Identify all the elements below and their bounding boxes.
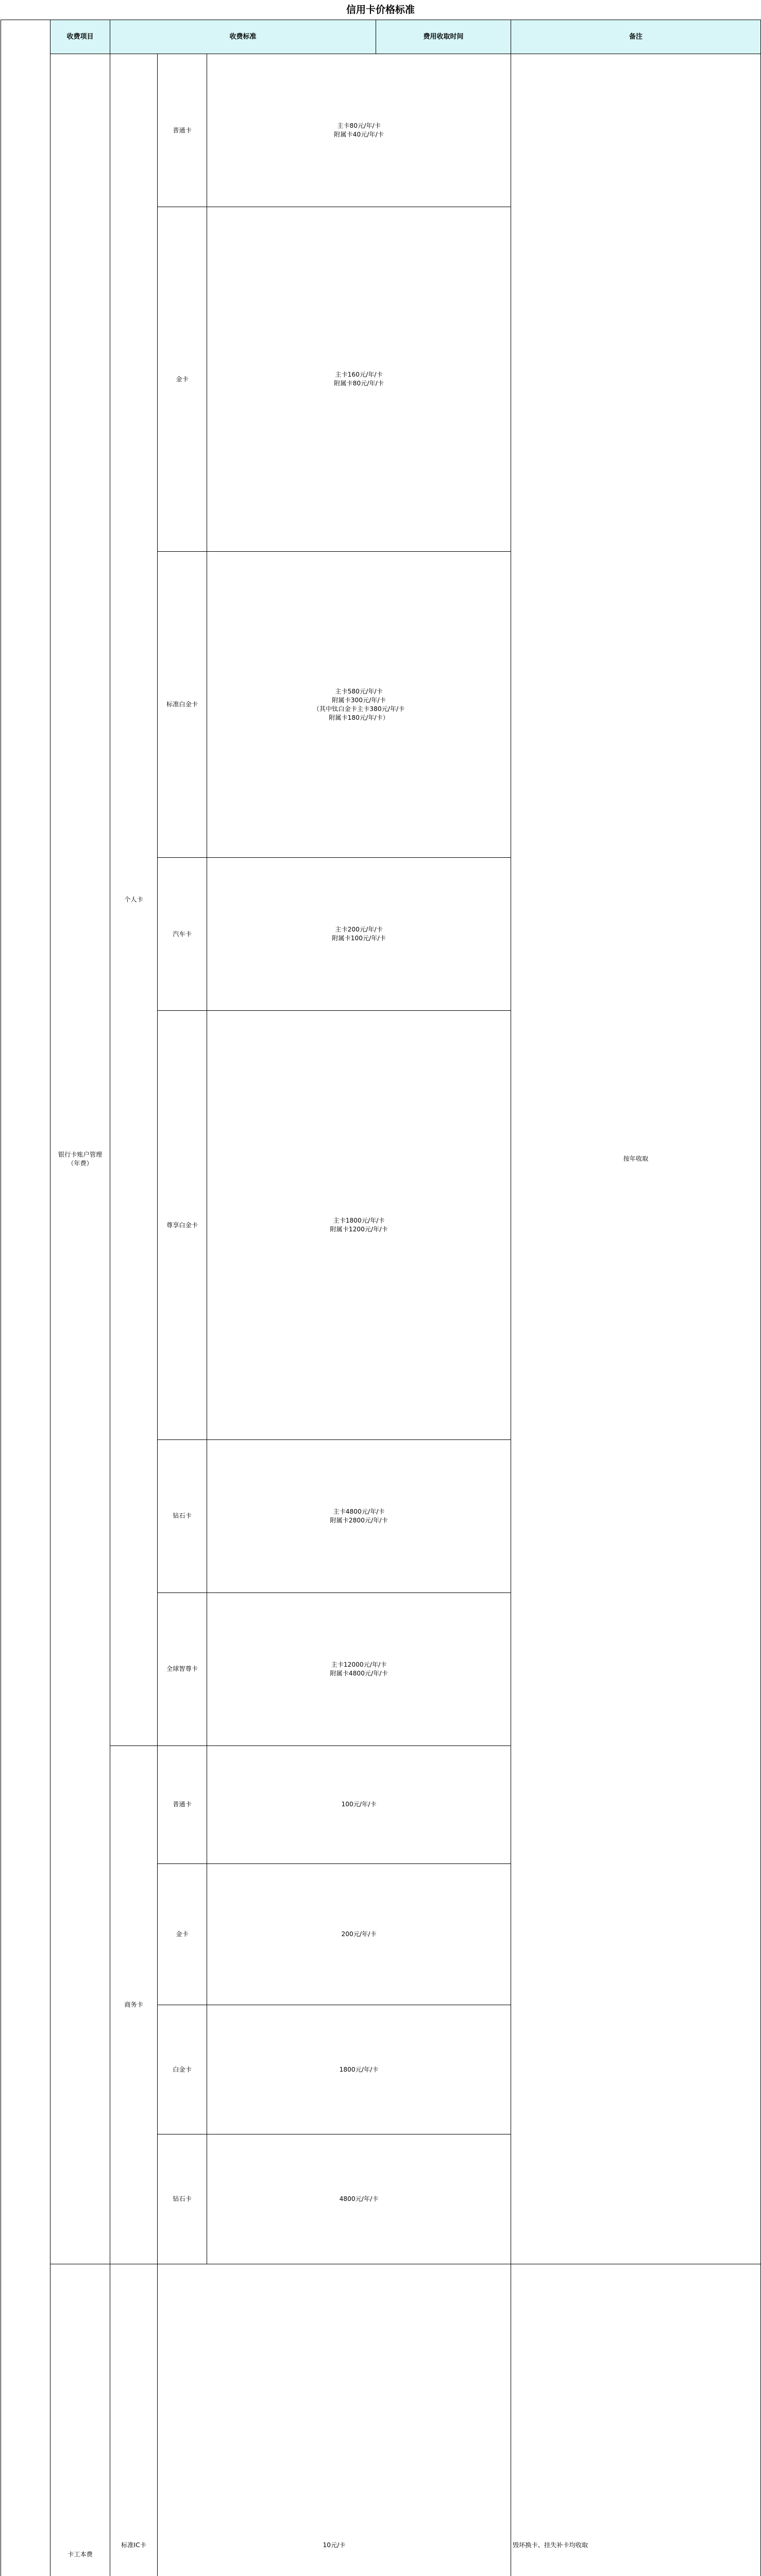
card-type: 普通卡 [158, 54, 207, 207]
header-note: 备注 [511, 20, 761, 54]
card-fee: 200元/年/卡 [207, 1863, 511, 2005]
table-row [1, 2264, 761, 2576]
sub-label: 标准IC卡 [110, 2264, 158, 2576]
card-type: 汽车卡 [158, 858, 207, 1011]
price-document [1, 0, 760, 2576]
annual-personal-label: 个人卡 [110, 54, 158, 1746]
card-type: 标准白金卡 [158, 551, 207, 857]
card-type: 钻石卡 [158, 1439, 207, 1592]
card-fee: 主卡200元/年/卡 附属卡100元/年/卡 [207, 858, 511, 1011]
page-title: 信用卡价格标准 [1, 0, 760, 20]
annual-business-label: 商务卡 [110, 1746, 158, 2264]
header-item: 收费项目 [50, 20, 110, 54]
card-fee: 1800元/年/卡 [207, 2005, 511, 2134]
card-type: 金卡 [158, 1863, 207, 2005]
fee-time: 毁坏换卡、挂失补卡均收取 [511, 2264, 761, 2576]
section-service-label [1, 20, 50, 2576]
card-type: 尊享白金卡 [158, 1011, 207, 1439]
card-type: 金卡 [158, 207, 207, 552]
card-fee: 主卡12000元/年/卡 附属卡4800元/年/卡 [207, 1592, 511, 1745]
card-fee: 主卡160元/年/卡 附属卡80元/年/卡 [207, 207, 511, 552]
card-fee-label: 卡工本费 [50, 2264, 110, 2576]
card-fee: 主卡1800元/年/卡 附属卡1200元/年/卡 [207, 1011, 511, 1439]
annual-time: 按年收取 [511, 54, 761, 2264]
annual-fee-label: 银行卡账户管理 （年费） [50, 54, 110, 2264]
header-time: 费用收取时间 [376, 20, 511, 54]
table-row [1, 54, 761, 207]
price-table [1, 20, 761, 2576]
card-fee: 主卡580元/年/卡 附属卡300元/年/卡 （其中钛白金卡主卡380元/年/卡 附属卡180元/年/卡） [207, 551, 511, 857]
card-fee: 4800元/年/卡 [207, 2134, 511, 2264]
card-type: 普通卡 [158, 1746, 207, 1864]
header-standard: 收费标准 [110, 20, 376, 54]
card-type: 钻石卡 [158, 2134, 207, 2264]
card-type: 白金卡 [158, 2005, 207, 2134]
fee-standard: 10元/卡 [158, 2264, 511, 2576]
card-fee: 主卡80元/年/卡 附属卡40元/年/卡 [207, 54, 511, 207]
card-type: 全球智尊卡 [158, 1592, 207, 1745]
card-fee: 主卡4800元/年/卡 附属卡2800元/年/卡 [207, 1439, 511, 1592]
header-row [1, 20, 761, 54]
card-fee: 100元/年/卡 [207, 1746, 511, 1864]
